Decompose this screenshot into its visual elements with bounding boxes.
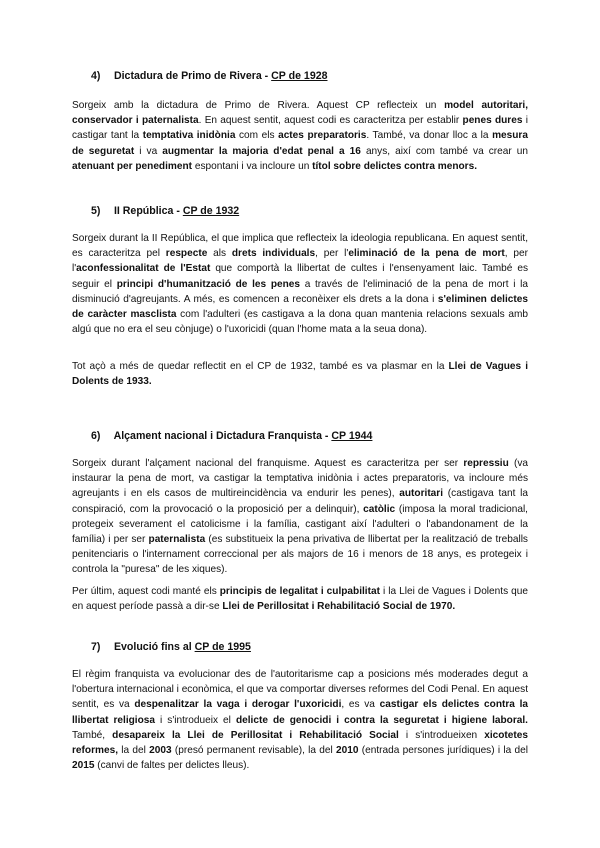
section-number: 6) — [91, 430, 101, 442]
text-run: (presó permanent revisable), la del — [171, 745, 337, 757]
bold-run: model autoritari, conservador i paternalista — [72, 100, 528, 127]
bold-run: temptativa inidònia — [142, 130, 236, 142]
bold-run: delicte de genocidi i contra la seguretat i higiene laboral. — [235, 714, 528, 726]
bold-run: Llei de Vagues i Dolents de 1933. — [72, 361, 529, 388]
text-run: com l'adulteri (es castigava a la dona quan mantenia relacions sexuals amb algú que no era el seu cònjuge) o l'uxoricidi (quan l'home mata a la seua dona). — [72, 309, 529, 336]
text-run: També, — [72, 729, 113, 741]
text-run: (entrada persones jurídiques) i la del — [358, 745, 528, 757]
section-title: Dictadura de Primo de Rivera - — [113, 70, 272, 82]
text-run: , per l' — [315, 248, 349, 260]
section-number: 4) — [91, 70, 101, 82]
section-heading-6 — [91, 430, 372, 442]
paragraph — [72, 98, 528, 174]
bold-run: autoritari — [399, 488, 444, 500]
text-run: anys, així com també va crear un — [360, 145, 528, 157]
text-run: com els — [235, 130, 279, 142]
section-ref: CP de 1995 — [194, 641, 251, 653]
bold-run: catòlic — [363, 503, 396, 515]
paragraph — [72, 359, 528, 389]
bold-run: principi d'humanització de les penes — [116, 278, 300, 290]
section-title: II República - — [113, 205, 183, 217]
paragraph — [72, 667, 528, 773]
bold-run: actes preparatoris — [278, 130, 367, 142]
bold-run: 2015 — [72, 760, 95, 772]
bold-run: atenuant per penediment — [72, 160, 193, 172]
bold-run: xicotetes reformes, — [72, 729, 528, 757]
section-number: 5) — [91, 205, 101, 217]
text-run: (es substitueix la pena privativa de llibertat per la realització de treballs penitenciaris o l'internament correccional per als majors de 16 i menors de 18 anys, es protegeix i controla la "puresa" de les xiques). — [72, 534, 528, 576]
text-run: i s'introdueix el — [155, 714, 236, 726]
text-run: i va — [134, 145, 163, 157]
section-ref: CP de 1928 — [271, 70, 328, 82]
bold-run: aconfessionalitat de l'Estat — [76, 263, 211, 275]
bold-run: augmentar la majoria d'edat penal a 16 — [162, 145, 361, 157]
paragraph — [72, 584, 528, 614]
text-run: als — [207, 248, 232, 260]
text-run: Tot açò a més de quedar reflectit en el CP de 1932, també es va plasmar en la — [72, 361, 449, 372]
section-number: 7) — [91, 641, 101, 653]
bold-run: desapareix la Llei de Perillositat i Rehabilitació Social — [112, 729, 399, 741]
section-heading-4 — [91, 70, 328, 82]
bold-run: castigar els delictes contra la llibertat religiosa — [72, 699, 528, 726]
text-run: . En aquest sentit, aquest codi es caracteritza per establir — [198, 115, 463, 127]
text-run: i s'introdueixen — [398, 729, 485, 741]
text-run: Sorgeix durant l'alçament nacional del franquisme. Aquest es caracteritza per ser — [72, 458, 464, 469]
text-run: . També, va donar lloc a la — [366, 130, 493, 142]
text-run: , es va — [341, 699, 380, 711]
bold-run: 2003 — [149, 745, 172, 757]
bold-run: mesura de seguretat — [72, 130, 528, 157]
text-run: (imposa la moral tradicional, protegeix severament el catolicisme i la família, castigant així l'adulteri o l'abandonament de la família) i per ser — [72, 503, 528, 546]
section-title: Evolució fins al — [113, 641, 195, 653]
text-run: El règim franquista va evolucionar des de l'autoritarisme cap a posicions més moderades degut a l'obertura internacional i econòmica, el que va comportar diverses reformes del Codi Penal. En aquest sentit, es va — [72, 669, 528, 711]
text-run: Per últim, aquest codi manté els — [72, 586, 220, 597]
text-run: (va instaurar la pena de mort, va castigar la temptativa inidònia i actes preparatoris, va incloure més agreujants i en els casos de multireincidència va endurir les penes), — [72, 458, 529, 500]
text-run: i castigar tant la — [72, 115, 528, 142]
paragraph — [72, 456, 528, 578]
bold-run: repressiu — [463, 458, 509, 469]
text-run: (castigava tant la conspiració, com la provocació o la proposició per a delinquir), — [72, 488, 529, 515]
text-run: la del — [118, 745, 150, 757]
text-run: i la Llei de Vagues i Dolents que en aquest període passà a dir-se — [72, 586, 528, 613]
section-heading-5 — [91, 205, 239, 217]
text-run: que comportà la llibertat de cultes i l'ensenyament laic. També es seguir el — [72, 263, 528, 290]
paragraph — [72, 231, 528, 337]
bold-run: respecte — [165, 248, 208, 260]
text-run: , per l' — [72, 248, 528, 275]
bold-run: eliminació de la pena de mort — [348, 248, 505, 260]
text-run: espontani i va incloure un — [192, 160, 313, 172]
section-ref: CP de 1932 — [182, 205, 240, 217]
text-run: (canvi de faltes per delictes lleus). — [94, 760, 250, 772]
text-run: Sorgeix amb la dictadura de Primo de Rivera. Aquest CP reflecteix un — [72, 100, 445, 111]
text-run: a través de l'eliminació de la pena de mort i la disminució d'agreujants. A més, es comencen a reconèixer els drets a la dona i — [72, 278, 529, 305]
bold-run: drets individuals — [231, 248, 316, 260]
bold-run: Llei de Perillositat i Rehabilitació Social de 1970. — [222, 601, 456, 613]
bold-run: penes dures — [462, 115, 523, 127]
bold-run: s'eliminen delictes de caràcter masclista — [72, 293, 528, 321]
section-title: Alçament nacional i Dictadura Franquista - — [113, 430, 332, 442]
bold-run: principis de legalitat i culpabilitat — [219, 586, 380, 597]
section-heading-7 — [91, 641, 251, 653]
text-run: Sorgeix durant la II República, el que implica que reflecteix la ideologia republicana. En aquest sentit, es caracteritza pel — [72, 233, 528, 260]
bold-run: despenalitzar la vaga i derogar l'uxoricidi — [134, 699, 342, 711]
bold-run: títol sobre delictes contra menors. — [312, 160, 478, 172]
bold-run: 2010 — [336, 745, 359, 757]
section-ref: CP 1944 — [331, 430, 373, 442]
bold-run: paternalista — [148, 534, 206, 546]
